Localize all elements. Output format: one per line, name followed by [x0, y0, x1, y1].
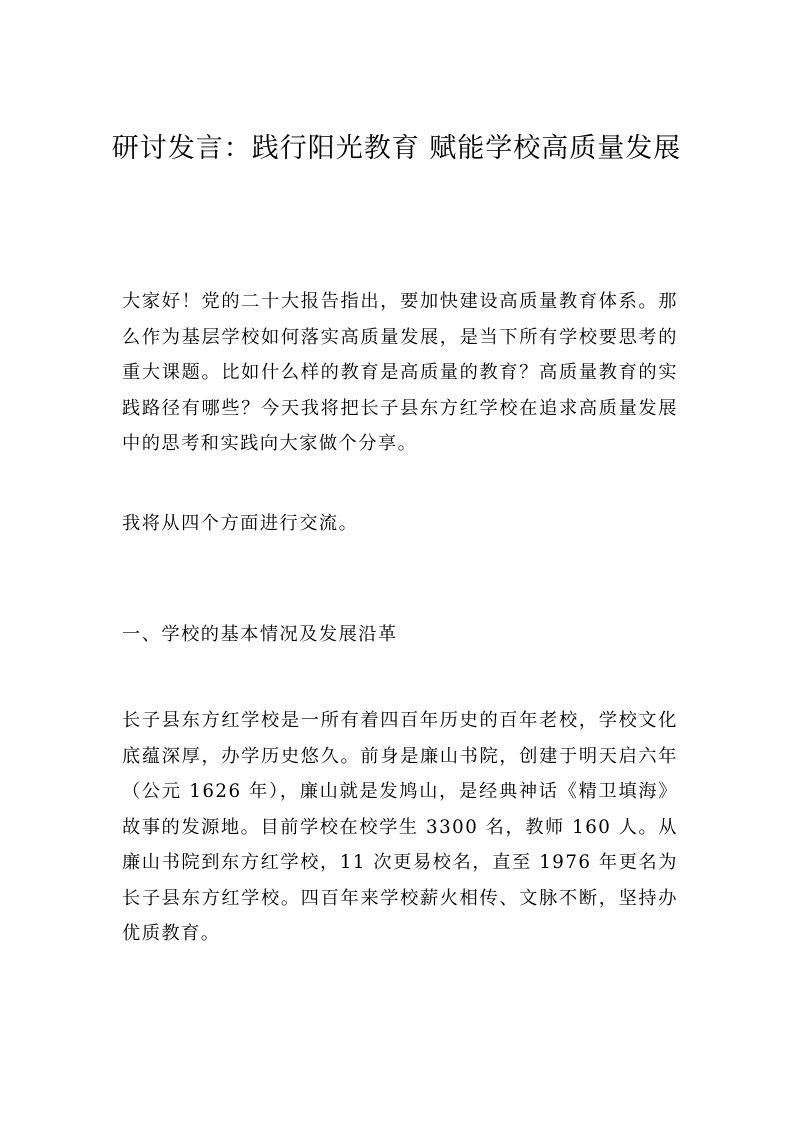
paragraph-school-history: 长子县东方红学校是一所有着四百年历史的百年老校，学校文化底蕴深厚，办学历史悠久。前身是廉山书院，创建于明天启六年（公元 1626 年），廉山就是发鸠山，是经典神话《精卫填海》故事的发源地。目前学校在校学生 3300 名，教师 160 人。从廉山书院到东方红学校，11 次更易校名，直至 1976 年更名为长子县东方红学校。四百年来学校薪火相传、文脉不断，坚持办优质教育。 [122, 710, 678, 944]
document-title: 研讨发言：践行阳光教育 赋能学校高质量发展 [111, 133, 682, 164]
section-heading-1: 一、学校的基本情况及发展沿革 [122, 624, 398, 645]
paragraph-intro: 大家好！党的二十大报告指出，要加快建设高质量教育体系。那么作为基层学校如何落实高质量发展，是当下所有学校要思考的重大课题。比如什么样的教育是高质量的教育？高质量教育的实践路径有哪些？今天我将把长子县东方红学校在追求高质量发展中的思考和实践向大家做个分享。 [122, 291, 678, 454]
paragraph-outline: 我将从四个方面进行交流。 [122, 513, 359, 534]
